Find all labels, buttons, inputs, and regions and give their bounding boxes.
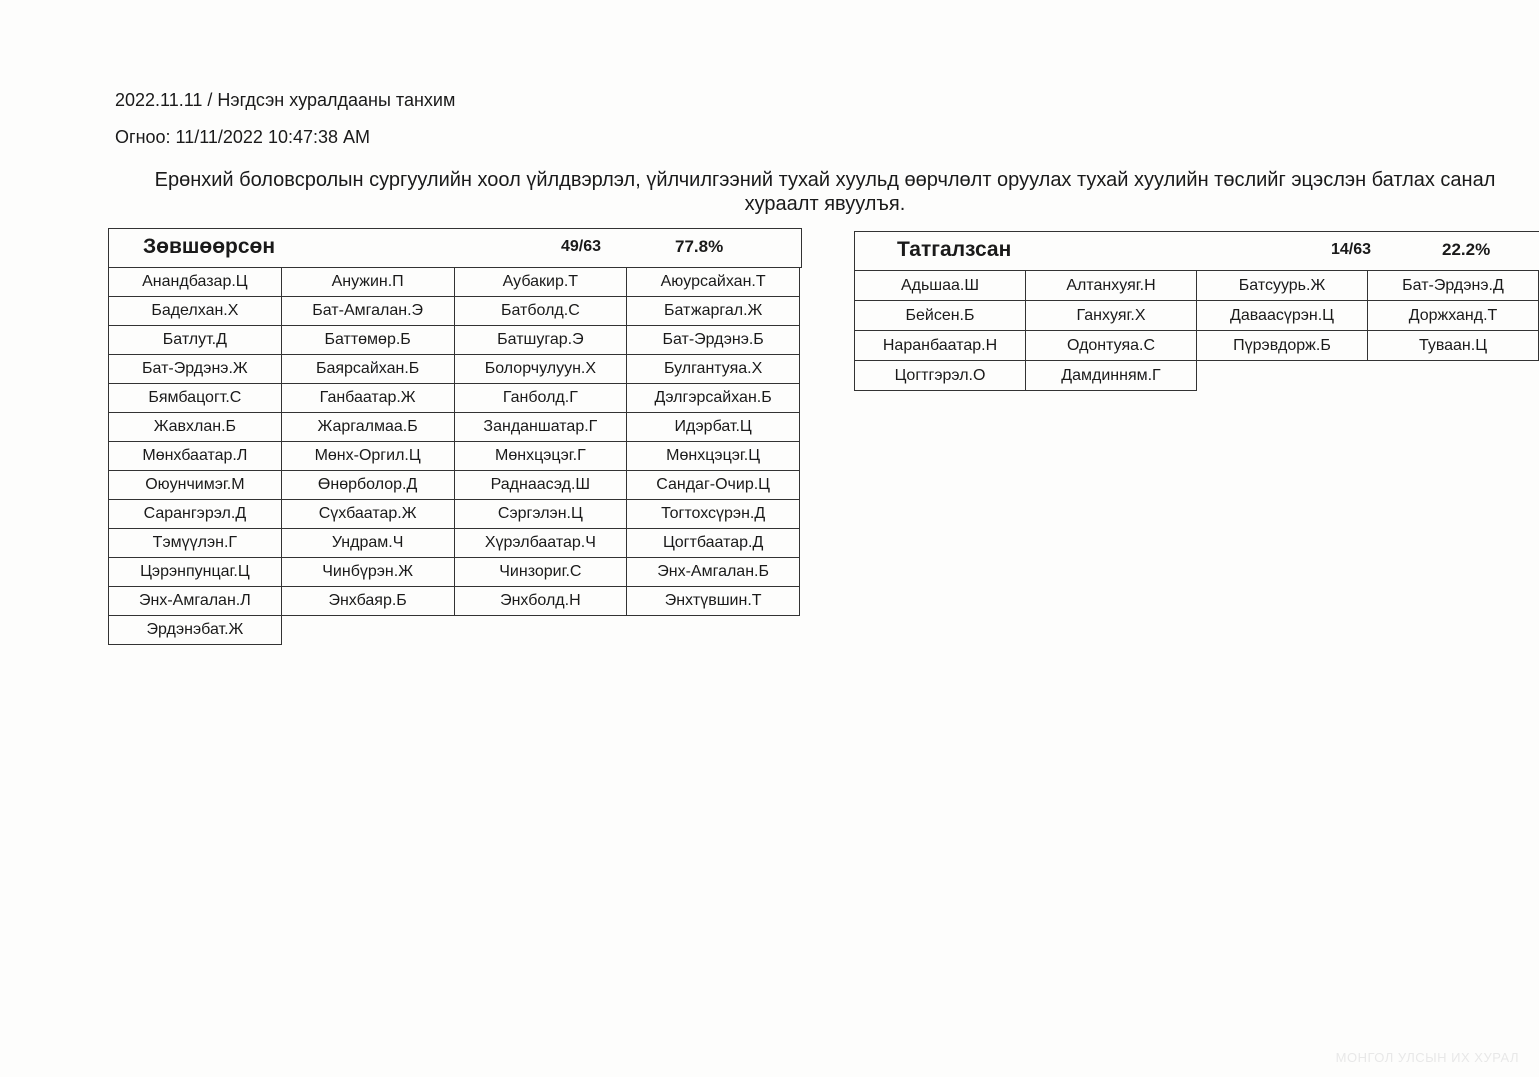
approve-row (109, 355, 800, 384)
approve-voter-name: Ганболд.Г (454, 384, 627, 413)
approve-row (109, 384, 800, 413)
approve-voter-name: Аубакир.Т (454, 268, 627, 297)
approve-voter-name: Эрдэнэбат.Ж (109, 616, 282, 645)
approve-voter-name: Занданшатар.Г (454, 413, 627, 442)
approve-voter-name: Тогтохсүрэн.Д (627, 500, 800, 529)
approve-voter-name: Батшугар.Э (454, 326, 627, 355)
approve-voter-name: Энхболд.Н (454, 587, 627, 616)
approve-voter-name: Хүрэлбаатар.Ч (454, 529, 627, 558)
approve-voter-name: Чинзориг.С (454, 558, 627, 587)
watermark: МОНГОЛ УЛСЫН ИХ ХУРАЛ (1335, 1050, 1519, 1065)
approve-row (109, 500, 800, 529)
approve-voter-name: Бат-Амгалан.Э (281, 297, 454, 326)
reject-voter-name: Пүрэвдорж.Б (1197, 331, 1368, 361)
approve-voter-name: Тэмүүлэн.Г (109, 529, 282, 558)
reject-voter-name: Алтанхуяг.Н (1026, 271, 1197, 301)
approve-voter-name: Оюунчимэг.М (109, 471, 282, 500)
reject-voter-name: Бат-Эрдэнэ.Д (1368, 271, 1539, 301)
approve-voter-name: Өнөрболор.Д (281, 471, 454, 500)
approve-row (109, 558, 800, 587)
approve-label: Зөвшөөрсөн (143, 235, 276, 258)
date-line: Огноо: 11/11/2022 10:47:38 AM (115, 127, 371, 147)
empty-cell (454, 616, 627, 645)
approve-voter-name: Батжаргал.Ж (627, 297, 800, 326)
approve-count: 49/63 (561, 238, 602, 255)
approve-row (109, 587, 800, 616)
approve-voter-name: Мөнхцэцэг.Ц (627, 442, 800, 471)
approve-voter-name: Сэргэлэн.Ц (454, 500, 627, 529)
reject-row (855, 301, 1539, 331)
approve-voter-name: Энх-Амгалан.Л (109, 587, 282, 616)
reject-header (854, 231, 1539, 271)
empty-cell (281, 616, 454, 645)
approve-voter-name: Батболд.С (454, 297, 627, 326)
approve-row (109, 413, 800, 442)
approve-voter-name: Чинбүрэн.Ж (281, 558, 454, 587)
approve-voter-name: Баттөмөр.Б (281, 326, 454, 355)
approve-row (109, 471, 800, 500)
approve-voter-name: Батлут.Д (109, 326, 282, 355)
empty-cell (1197, 361, 1368, 391)
reject-row (855, 361, 1539, 391)
approve-voter-name: Бат-Эрдэнэ.Ж (109, 355, 282, 384)
approve-row (109, 529, 800, 558)
approve-row (109, 268, 800, 297)
approve-voter-name: Раднаасэд.Ш (454, 471, 627, 500)
approve-voter-name: Жаргалмаа.Б (281, 413, 454, 442)
approve-voter-name: Идэрбат.Ц (627, 413, 800, 442)
reject-percent: 22.2% (1442, 240, 1491, 259)
reject-row (855, 331, 1539, 361)
reject-voter-name: Одонтуяа.С (1026, 331, 1197, 361)
reject-voter-name: Бейсен.Б (855, 301, 1026, 331)
approve-header (108, 228, 802, 268)
approve-voter-name: Баярсайхан.Б (281, 355, 454, 384)
approve-voter-name: Сүхбаатар.Ж (281, 500, 454, 529)
reject-voter-name: Адьшаа.Ш (855, 271, 1026, 301)
session-line: 2022.11.11 / Нэгдсэн хуралдааны танхим (115, 90, 456, 110)
empty-cell (1368, 361, 1539, 391)
reject-voter-name: Батсуурь.Ж (1197, 271, 1368, 301)
empty-cell (627, 616, 800, 645)
approve-voter-name: Мөнхцэцэг.Г (454, 442, 627, 471)
reject-voter-name: Цогтгэрэл.О (855, 361, 1026, 391)
approve-row (109, 326, 800, 355)
reject-label: Татгалзсан (897, 238, 1012, 261)
reject-voter-name: Наранбаатар.Н (855, 331, 1026, 361)
approve-table (108, 267, 800, 645)
approve-voter-name: Булгантуяа.Х (627, 355, 800, 384)
approve-voter-name: Бат-Эрдэнэ.Б (627, 326, 800, 355)
approve-row (109, 297, 800, 326)
approve-voter-name: Дэлгэрсайхан.Б (627, 384, 800, 413)
approve-voter-name: Анандбазар.Ц (109, 268, 282, 297)
approve-row (109, 616, 800, 645)
approve-voter-name: Ганбаатар.Ж (281, 384, 454, 413)
reject-row (855, 271, 1539, 301)
approve-voter-name: Бямбацогт.С (109, 384, 282, 413)
approve-voter-name: Цогтбаатар.Д (627, 529, 800, 558)
approve-voter-name: Мөнхбаатар.Л (109, 442, 282, 471)
approve-voter-name: Анужин.П (281, 268, 454, 297)
approve-voter-name: Мөнх-Оргил.Ц (281, 442, 454, 471)
approve-voter-name: Сарангэрэл.Д (109, 500, 282, 529)
approve-voter-name: Болорчулуун.Х (454, 355, 627, 384)
approve-voter-name: Баделхан.Х (109, 297, 282, 326)
approve-voter-name: Жавхлан.Б (109, 413, 282, 442)
approve-voter-name: Энх-Амгалан.Б (627, 558, 800, 587)
approve-voter-name: Энхтүвшин.Т (627, 587, 800, 616)
reject-voter-name: Дамдинням.Г (1026, 361, 1197, 391)
reject-voter-name: Доржханд.Т (1368, 301, 1539, 331)
approve-voter-name: Цэрэнпунцаг.Ц (109, 558, 282, 587)
approve-row (109, 442, 800, 471)
reject-voter-name: Даваасүрэн.Ц (1197, 301, 1368, 331)
reject-table (854, 270, 1539, 391)
motion-title: Ерөнхий боловсролын сургуулийн хоол үйлдвэрлэл, үйлчилгээний тухай хуульд өөрчлөлт оруулах тухай хуулийн төслийг эцэслэн батлах санал хураалт явуулъя. (154, 169, 1496, 215)
reject-voter-name: Туваан.Ц (1368, 331, 1539, 361)
approve-voter-name: Сандаг-Очир.Ц (627, 471, 800, 500)
approve-voter-name: Энхбаяр.Б (281, 587, 454, 616)
reject-count: 14/63 (1331, 241, 1372, 258)
approve-voter-name: Ундрам.Ч (281, 529, 454, 558)
reject-voter-name: Ганхуяг.Х (1026, 301, 1197, 331)
approve-percent: 77.8% (675, 237, 724, 256)
approve-voter-name: Аюурсайхан.Т (627, 268, 800, 297)
